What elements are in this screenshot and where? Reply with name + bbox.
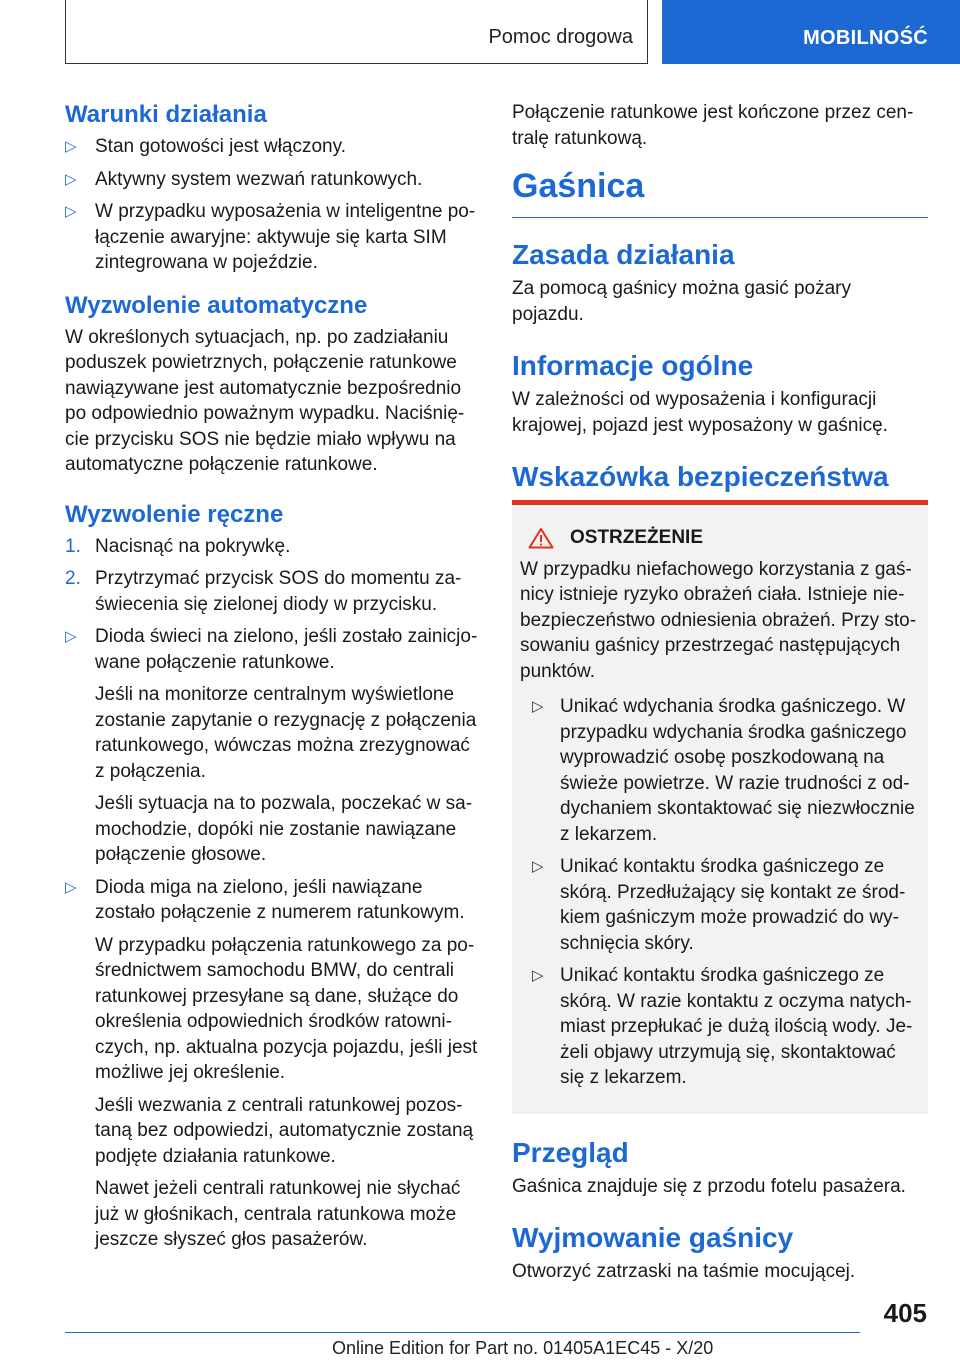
warning-text: W przypadku niefachowego korzystania z gaśnicy istnieje ryzyko obrażeń ciała. Istnieje niebezpieczeństwo odniesienia obrażeń. Przy stosowaniu gaśnicy przestrzegać następujących punktów. [520,558,917,682]
header-section-title: Pomoc drogowa [488,26,633,48]
warning-header [528,525,920,551]
heading-conditions: Warunki działania [65,101,267,128]
triangle-bullet-icon: ▷ [65,170,77,188]
list-subparagraph: Jeśli sytuacja na to pozwala, poczekać w samochodzie, dopóki nie zostanie nawiązane połączenie głosowe. [95,793,473,865]
triangle-bullet-icon: ▷ [65,628,77,645]
warning-list-item: ▷ Unikać wdychania środka gaśniczego. W przypadku wdychania środka gaśniczego wyprowadzić osobę poszkodowaną na świeże powietrze. W razie trudności z oddychaniem skontaktować się niezwłocznie z lekarzem. [532,696,915,845]
page-number: 405 [883,1298,927,1328]
heading-principle: Zasada działania [512,239,735,270]
list-subparagraph: Jeśli wezwania z centrali ratunkowej pozostaną bez odpowiedzi, automatycznie zostaną podjęte działania ratunkowe. [95,1094,474,1167]
warning-list-item: ▷ Unikać kontaktu środka gaśniczego ze skórą. Przedłużający się kontakt ze środkiem gaśniczym może prowadzić do wyschnięcia skóry. [532,856,906,954]
triangle-bullet-icon: ▷ [65,878,77,896]
list-item: ▷ Dioda miga na zielono, jeśli nawiązane zostało połączenie z numerem ratunkowym. [65,876,465,923]
paragraph-overview: Gaśnica znajduje się z przodu fotelu pasażera. [512,1175,906,1197]
list-item: ▷ Stan gotowości jest włączony. [65,134,479,160]
heading-safety: Wskazówka bezpieczeństwa [512,461,889,492]
triangle-bullet-icon: ▷ [65,203,77,220]
list-subparagraph: W przypadku połączenia ratunkowego za pośrednictwem samochodu BMW, do centrali ratunkowej przesyłane są dane, służące do określenia odpowiednich środków ratowniczych, np. aktualna pozycja pojazdu, jeśli jest możliwe jej określenie. [95,934,478,1083]
header-chapter-tab [662,0,960,64]
paragraph-general-info: W zależności od wyposażenia i konfiguracji krajowej, pojazd jest wyposażony w gaśnicę. [512,389,888,436]
warning-label: OSTRZEŻENIE [570,527,704,548]
footer-divider [65,1332,860,1333]
heading-auto-trigger: Wyzwolenie automatyczne [65,291,368,319]
heading-extinguisher: Gaśnica [512,165,928,218]
paragraph-removal: Otworzyć zatrzaski na taśmie mocującej. [512,1261,856,1282]
step-number: 2. [65,568,81,589]
step-item: 2. Przytrzymać przycisk SOS do momentu zaświecenia się zielonej diody w przycisku. [65,568,462,615]
heading-manual-trigger: Wyzwolenie ręczne [65,500,284,528]
triangle-bullet-icon: ▷ [65,138,77,155]
paragraph-auto-trigger: W określonych sytuacjach, np. po zadziałaniu poduszek powietrznych, połączenie ratunkowe nawiązywane jest automatycznie bezpośrednio po odpowiednio poważnym wypadku. Naciśnięcie przycisku SOS nie będzie miało wpływu na automatyczne połączenie ratunkowe. [65,326,465,475]
left-column [65,100,479,1260]
paragraph-principle: Za pomocą gaśnicy można gasić pożary pojazdu. [512,278,851,325]
list-subparagraph: Jeśli na monitorze centralnym wyświetlone zostanie zapytanie o rezygnację z połączenia ratunkowego, wówczas można zrezygnować z połączenia. [95,684,477,782]
footer-edition: Online Edition for Part no. 01405A1EC45 - X/20 [332,1338,714,1358]
triangle-bullet-icon: ▷ [532,967,544,984]
list-subparagraph: Nawet jeżeli centrali ratunkowej nie słychać już w głośnikach, centrala ratunkowa może jeszcze słyszeć głos pasażerów. [95,1178,461,1250]
triangle-bullet-icon: ▷ [532,698,544,715]
list-item: ▷ Aktywny system wezwań ratunkowych. [65,167,479,193]
warning-box [512,500,928,1114]
heading-general-info: Informacje ogólne [512,350,754,381]
header-chapter-label: MOBILNOŚĆ [803,27,928,49]
list-item: ▷ Dioda świeci na zielono, jeśli zostało zainicjowane połączenie ratunkowe. [65,626,478,673]
right-column [512,100,928,1299]
warning-list-item: ▷ Unikać kontaktu środka gaśniczego ze skórą. W razie kontaktu z oczyma natychmiast przepłukać je dużą ilością wody. Jeżeli objawy utrzymują się, skontaktować się z lekarzem. [532,965,913,1088]
heading-removal: Wyjmowanie gaśnicy [512,1222,794,1253]
heading-overview: Przegląd [512,1136,629,1168]
paragraph-call-end: Połączenie ratunkowe jest kończone przez centralę ratunkową. [512,102,914,149]
step-number: 1. [65,535,81,557]
step-item: 1. Nacisnąć na pokrywkę. [65,534,479,560]
header-section-box [65,0,648,64]
list-item: ▷ W przypadku wyposażenia w inteligentne połączenie awaryjne: aktywuje się karta SIM zintegrowana w pojeździe. [65,201,476,273]
warning-triangle-icon [528,527,554,549]
triangle-bullet-icon: ▷ [532,858,544,875]
